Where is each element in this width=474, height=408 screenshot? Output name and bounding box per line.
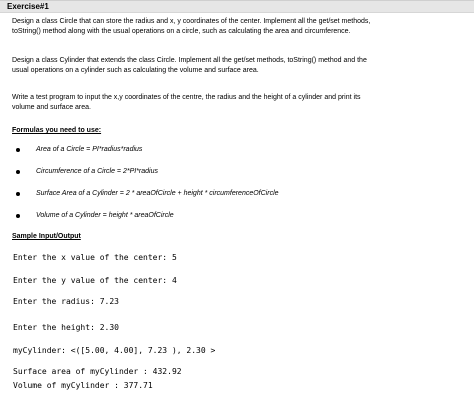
paragraph-circle: [12, 17, 470, 37]
bullet-icon: [16, 170, 20, 174]
title-bar: [0, 0, 474, 13]
sample-line: myCylinder: <([5.00, 4.00], 7.23 ), 2.30 >: [13, 346, 216, 355]
paragraph-line: Design a class Cylinder that extends the class Circle. Implement all the get/set methods, toString() method and the: [12, 57, 367, 64]
formula-text: Surface Area of a Cylinder = 2 * areaOfCircle + height * circumferenceOfCircle: [36, 190, 279, 197]
sample-line: Enter the radius: 7.23: [13, 297, 119, 306]
formula-text: Volume of a Cylinder = height * areaOfCircle: [36, 212, 174, 219]
paragraph-test-program: [12, 93, 470, 113]
formula-text: Circumference of a Circle = 2*PI*radius: [36, 168, 158, 175]
formulas-heading: Formulas you need to use:: [12, 127, 102, 134]
sample-line: Volume of myCylinder : 377.71: [13, 381, 153, 390]
formula-item: [26, 189, 279, 199]
formula-item: [26, 211, 174, 221]
paragraph-line: toString() method along with the usual operations on a circle, such as calculating the area and circumference.: [12, 28, 351, 35]
formula-text: Area of a Circle = PI*radius*radius: [36, 146, 143, 153]
paragraph-line: Design a class Circle that can store the radius and x, y coordinates of the center. Implement all the get/set methods,: [12, 18, 371, 25]
paragraph-cylinder: [12, 56, 470, 76]
paragraph-line: volume and surface area.: [12, 104, 91, 111]
formula-item: [26, 167, 158, 177]
sample-heading: Sample Input/Output: [12, 233, 81, 240]
sample-line: Enter the x value of the center: 5: [13, 253, 177, 262]
exercise-title: Exercise#1: [7, 2, 49, 11]
sample-line: Enter the y value of the center: 4: [13, 276, 177, 285]
sample-line: Surface area of myCylinder : 432.92: [13, 367, 182, 376]
sample-line: Enter the height: 2.30: [13, 323, 119, 332]
paragraph-line: Write a test program to input the x,y coordinates of the centre, the radius and the height of a cylinder and print its: [12, 94, 361, 101]
bullet-icon: [16, 148, 20, 152]
bullet-icon: [16, 214, 20, 218]
formula-item: [26, 145, 143, 155]
paragraph-line: usual operations on a cylinder such as calculating the volume and surface area.: [12, 67, 259, 74]
bullet-icon: [16, 192, 20, 196]
